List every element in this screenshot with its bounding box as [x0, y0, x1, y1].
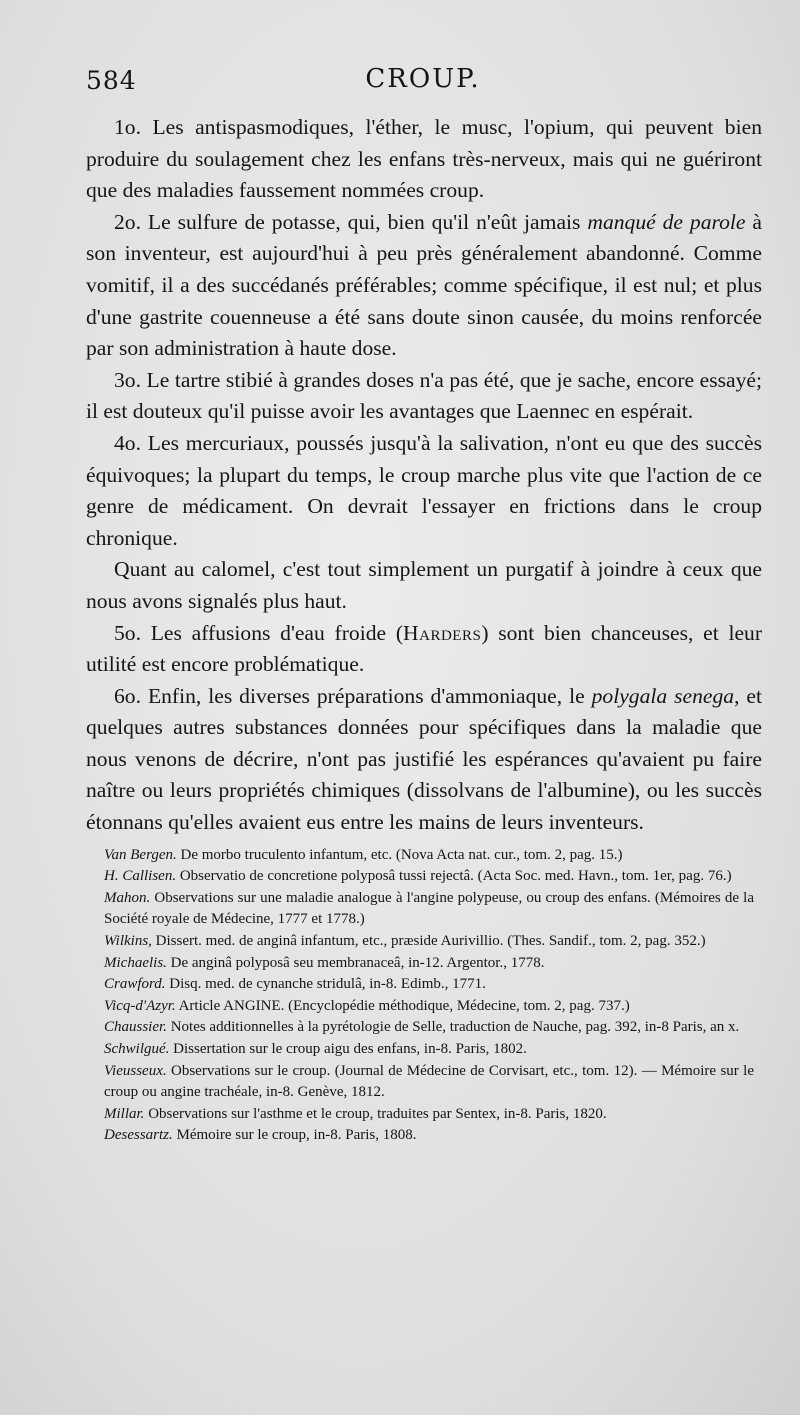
running-title: CROUP.	[365, 64, 481, 94]
item-number: 4o.	[114, 430, 148, 455]
author: Chaussier.	[104, 1019, 167, 1036]
reference: Observations sur le croup. (Journal de Médecine de Corvisart, etc., tom. 12). — Mémoire sur le croup ou angine trachéale, in-8. Genève, 1812.	[104, 1062, 754, 1101]
paragraph-2	[86, 207, 762, 365]
bibliography-entry	[104, 866, 754, 888]
bibliography-entry	[104, 1125, 754, 1147]
bibliography-entry	[104, 845, 754, 867]
bibliography-entry	[104, 931, 754, 953]
reference: Observations sur l'asthme et le croup, traduites par Sentex, in-8. Paris, 1820.	[144, 1105, 607, 1122]
author: Vicq-d'Azyr.	[104, 997, 176, 1014]
paragraph-5	[86, 554, 762, 617]
item-number: 6o.	[114, 683, 148, 708]
bibliography-entry	[104, 888, 754, 931]
bibliography-entry	[104, 1061, 754, 1104]
reference: De morbo truculento infantum, etc. (Nova Acta nat. cur., tom. 2, pag. 15.)	[176, 846, 623, 863]
paragraph-text: Quant au calomel, c'est tout simplement un purgatif à joindre à ceux que nous avons signalés plus haut.	[86, 557, 762, 613]
author: Vieusseux.	[104, 1062, 167, 1079]
paragraph-text: Le sulfure de potasse, qui, bien qu'il n'eût jamais	[147, 209, 588, 234]
bibliography-entry	[104, 1039, 754, 1061]
item-number: 2o.	[114, 209, 148, 234]
reference: Dissertation sur le croup aigu des enfans, in-8. Paris, 1802.	[169, 1041, 527, 1057]
reference: Mémoire sur le croup, in-8. Paris, 1808.	[172, 1127, 417, 1144]
paragraph-text: ) sont bien chanceuses, et leur utilité est encore problématique.	[86, 620, 763, 677]
paragraph-1	[86, 112, 762, 207]
bibliography-entry	[104, 1104, 754, 1126]
bibliography	[104, 845, 754, 1147]
item-number: 5o.	[114, 620, 151, 645]
italic-phrase: manqué de parole	[587, 209, 746, 234]
author: Crawford.	[104, 976, 166, 993]
paragraph-4	[86, 428, 762, 554]
reference: Article ANGINE. (Encyclopédie méthodique, Médecine, tom. 2, pag. 737.)	[175, 997, 630, 1014]
paragraph-text: Enfin, les diverses préparations d'ammoniaque, le	[147, 683, 592, 708]
bibliography-entry	[104, 974, 754, 996]
reference: Notes additionnelles à la pyrétologie de Selle, traduction de Nauche, pag. 392, in-8 Paris, an x.	[166, 1019, 740, 1036]
author: Michaelis.	[104, 954, 167, 971]
reference: De anginâ polyposâ seu membranaceâ, in-12. Argentor., 1778.	[166, 954, 545, 971]
author: Van Bergen.	[104, 846, 177, 863]
reference: Disq. med. de cynanche stridulâ, in-8. Edimb., 1771.	[165, 976, 486, 993]
page-number: 584	[86, 66, 137, 95]
bibliography-entry	[104, 953, 754, 975]
paragraph-7	[86, 681, 762, 839]
author: Mahon.	[104, 889, 151, 906]
paragraph-text: Les antispasmodiques, l'éther, le musc, l'opium, qui peuvent bien produire du soulagement chez les enfans très-nerveux, mais qui ne guériront que des maladies faussement nommées croup.	[86, 115, 762, 203]
author: Wilkins,	[104, 933, 152, 950]
reference: Observations sur une maladie analogue à l'angine polypeuse, ou croup des enfans. (Mémoires de la Société royale de Médecine, 1777 et 1778.)	[104, 889, 754, 928]
paragraph-text: Le tartre stibié à grandes doses n'a pas été, que je sache, encore essayé; il est douteux qu'il puisse avoir les avantages que Laennec en espérait.	[86, 367, 762, 424]
bibliography-entry	[104, 1017, 754, 1039]
running-head	[86, 62, 760, 102]
paragraph-6	[86, 618, 762, 681]
paragraph-text: Les affusions d'eau froide (	[150, 620, 404, 645]
paragraph-text: , et quelques autres substances données pour spécifiques dans la maladie que nous venons de décrire, n'ont pas justifié les espérances qu'avaient pu faire naître ou leurs propriétés chimiques (dissolvans de l'albumine), ou les succès étonnans qu'elles avaient eus entre les mains de leurs inventeurs.	[86, 683, 762, 835]
paragraph-text: à son inventeur, est aujourd'hui à peu près généralement abandonné. Comme vomitif, il a des succédanés préférables; comme spécifique, il est nul; et plus d'une gastrite couenneuse a été sans doute sinon causée, du moins renforcée par son administration à haute dose.	[86, 209, 763, 361]
reference: Dissert. med. de anginâ infantum, etc., præside Aurivillio. (Thes. Sandif., tom. 2, pag. 352.)	[151, 933, 706, 950]
italic-phrase: polygala senega	[591, 683, 735, 708]
bibliography-entry	[104, 996, 754, 1018]
author: Schwilgué.	[104, 1041, 170, 1057]
author: Millar.	[104, 1105, 145, 1122]
author: H. Callisen.	[104, 868, 177, 885]
main-text	[86, 112, 762, 839]
paragraph-3	[86, 365, 762, 428]
reference: Observatio de concretione polyposâ tussi rejectâ. (Acta Soc. med. Havn., tom. 1er, pag. 76.)	[176, 868, 732, 885]
item-number: 3o.	[114, 367, 147, 392]
author: Desessartz.	[104, 1127, 173, 1144]
small-caps-name: Harders	[403, 620, 482, 645]
item-number: 1o.	[114, 115, 153, 139]
paragraph-text: Les mercuriaux, poussés jusqu'à la salivation, n'ont eu que des succès équivoques; la plupart du temps, le croup marche plus vite que l'action de ce genre de médicament. On devrait l'essayer en frictions dans le croup chronique.	[86, 430, 763, 550]
